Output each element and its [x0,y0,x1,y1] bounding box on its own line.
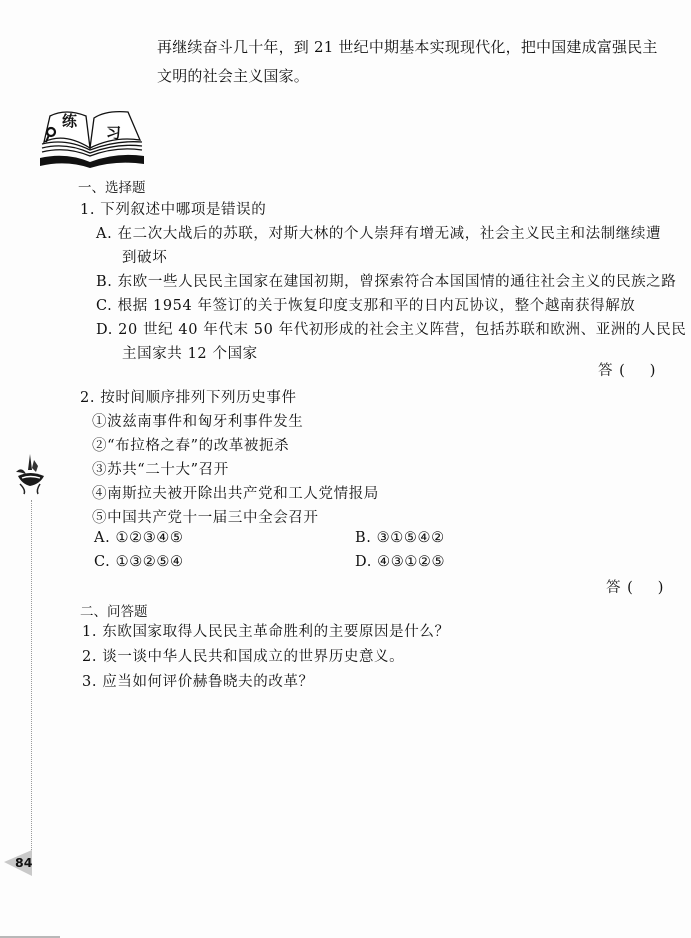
question-2-answer-blank[interactable] [606,576,664,597]
question-2-option-a: A. ①②③④⑤ [94,530,184,546]
badge-char-1: 练 [62,112,78,130]
question-2-option-c: C. ①③②⑤④ [94,554,184,570]
badge-char-2: 习 [106,124,122,142]
question-2-option-d: D. ④③①②⑤ [355,554,446,570]
question-1-option-b: B. 东欧一些人民民主国家在建国初期，曾探索符合本国国情的通往社会主义的民族之路 [96,274,677,290]
short-answer-question-2: 2. 谈一谈中华人民共和国成立的世界历史意义。 [82,649,405,665]
section-heading-multiple-choice: 一、选择题 [78,180,146,196]
question-1-option-a-line-2: 到破坏 [122,250,168,266]
question-2-option-b: B. ③①⑤④② [355,530,445,546]
question-1-option-d-line-1: D. 20 世纪 40 年代末 50 年代初形成的社会主义阵营，包括苏联和欧洲、亚洲的人民民 [96,322,687,338]
intro-line-1: 再继续奋斗几十年，到 21 世纪中期基本实现现代化，把中国建成富强民主 [157,38,658,56]
question-1-stem: 1. 下列叙述中哪项是错误的 [80,202,267,218]
answer-label: 答 [606,580,622,596]
short-answer-question-3: 3. 应当如何评价赫鲁晓夫的改革？ [82,674,314,690]
question-1-option-d-line-2: 主国家共 12 个国家 [122,346,258,362]
question-2-event-2: ②“布拉格之春”的改革被扼杀 [92,438,290,454]
question-2-event-5: ⑤中国共产党十一届三中全会召开 [92,510,319,526]
short-answer-question-1: 1. 东欧国家取得人民民主革命胜利的主要原因是什么？ [82,624,450,640]
answer-label: 答 [598,363,614,379]
answer-close-paren: ) [657,580,665,596]
page-number: 84 [15,855,33,870]
intro-line-2: 文明的社会主义国家。 [157,67,310,85]
answer-open-paren: ( [619,363,626,379]
question-2-event-1: ①波兹南事件和匈牙利事件发生 [92,414,304,430]
section-heading-short-answer: 二、问答题 [80,604,148,620]
answer-open-paren: ( [627,580,634,596]
margin-divider-line [31,500,32,860]
question-1-option-a-line-1: A. 在二次大战后的苏联，对斯大林的个人崇拜有增无减，社会主义民主和法制继续遭 [96,226,662,242]
open-book-icon [36,108,148,172]
intro-paragraph [157,33,658,91]
answer-close-paren: ) [649,363,657,379]
question-1-answer-blank[interactable] [598,359,656,380]
question-2-event-4: ④南斯拉夫被开除出共产党和工人党情报局 [92,486,379,502]
question-1-option-c: C. 根据 1954 年签订的关于恢复印度支那和平的日内瓦协议，整个越南获得解放 [96,298,636,314]
question-2-stem: 2. 按时间顺序排列下列历史事件 [80,390,297,406]
question-2-event-3: ③苏共“二十大”召开 [92,462,229,478]
emblem-icon [10,450,50,504]
